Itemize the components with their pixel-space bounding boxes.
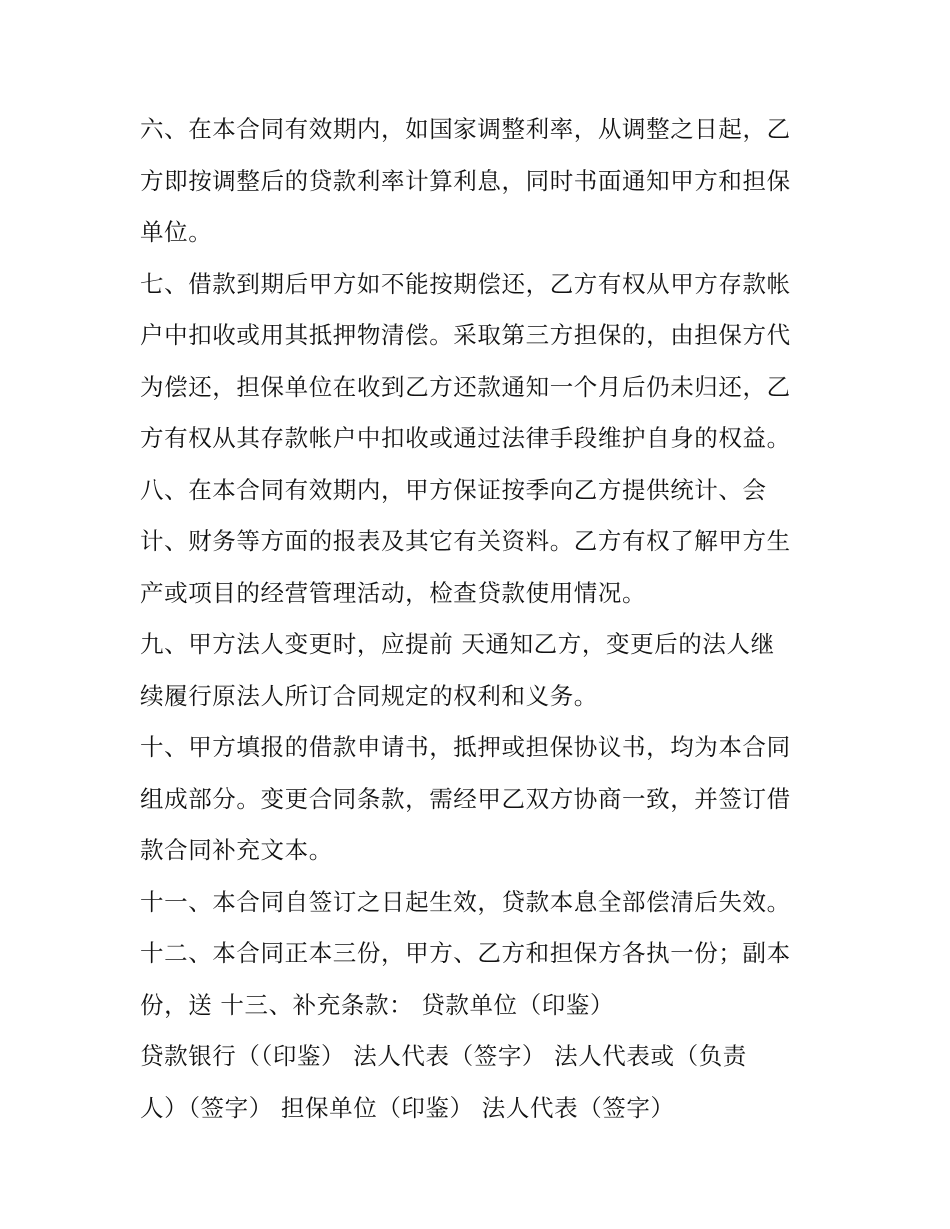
clause-8-line-3: 产或项目的经营管理活动，检查贷款使用情况。 [140, 579, 647, 607]
clause-6-line-1: 六、在本合同有效期内，如国家调整利率，从调整之日起，乙 [140, 115, 791, 143]
clause-11-line-1: 十一、本合同自签订之日起生效，贷款本息全部偿清后失效。 [140, 888, 791, 916]
clause-10-line-1: 十、甲方填报的借款申请书，抵押或担保协议书，均为本合同 [140, 733, 791, 761]
clause-6-line-3: 单位。 [140, 218, 213, 246]
clause-9-line-2: 续履行原法人所订合同规定的权利和义务。 [140, 682, 598, 710]
signature-line-2: 人）（签字） 担保单位（印鉴） 法人代表（签字） [140, 1094, 675, 1122]
clause-8-line-1: 八、在本合同有效期内，甲方保证按季向乙方提供统计、会 [140, 476, 767, 504]
signature-line-1: 贷款银行（（印鉴） 法人代表（签字） 法人代表或（负责 [140, 1042, 747, 1070]
clause-7-line-1: 七、借款到期后甲方如不能按期偿还，乙方有权从甲方存款帐 [140, 270, 791, 298]
clause-10-line-3: 款合同补充文本。 [140, 836, 333, 864]
clause-12-line-1: 十二、本合同正本三份，甲方、乙方和担保方各执一份；副本 [140, 939, 791, 967]
clause-6-line-2: 方即按调整后的贷款利率计算利息，同时书面通知甲方和担保 [140, 167, 791, 195]
clause-7-line-2: 户中扣收或用其抵押物清偿。采取第三方担保的，由担保方代 [140, 321, 791, 349]
clause-7-line-4: 方有权从其存款帐户中扣收或通过法律手段维护自身的权益。 [140, 424, 791, 452]
clause-7-line-3: 为偿还，担保单位在收到乙方还款通知一个月后仍未归还，乙 [140, 373, 791, 401]
clause-8-line-2: 计、财务等方面的报表及其它有关资料。乙方有权了解甲方生 [140, 527, 791, 555]
clause-10-line-2: 组成部分。变更合同条款，需经甲乙双方协商一致，并签订借 [140, 785, 791, 813]
clause-12-line-2: 份，送 十三、补充条款： 贷款单位（印鉴） [140, 991, 615, 1019]
clause-9-line-1: 九、甲方法人变更时，应提前 天通知乙方，变更后的法人继 [140, 630, 775, 658]
